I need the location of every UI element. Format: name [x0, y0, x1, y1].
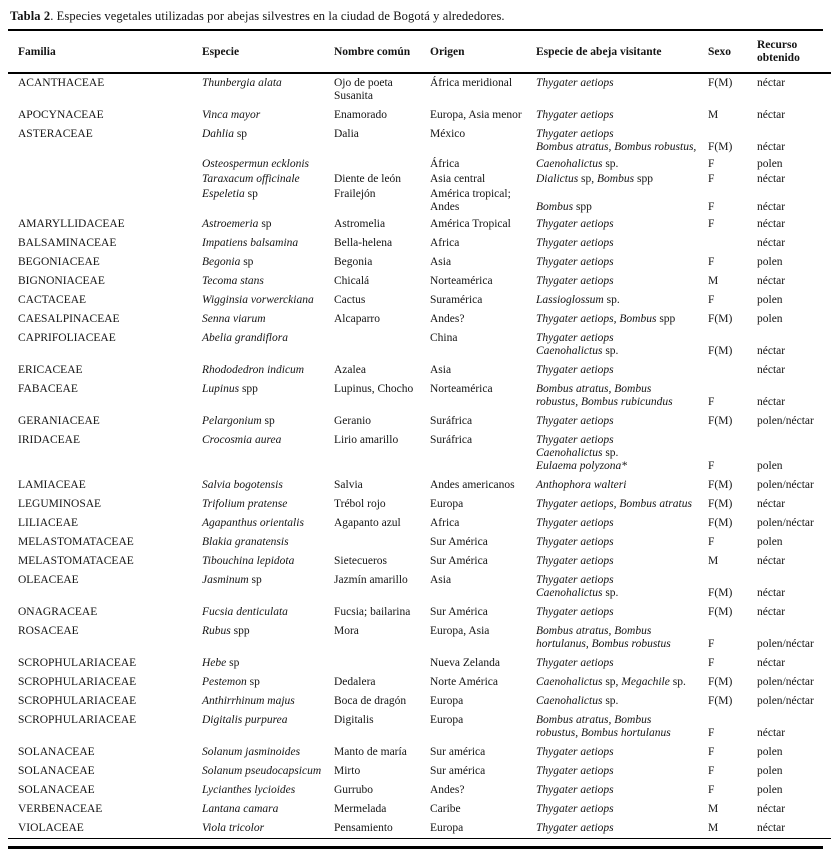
cell-recurso: néctar: [757, 173, 786, 185]
cell-recurso: polen: [757, 746, 783, 758]
cell-nombre: Cactus: [334, 294, 366, 306]
cell-especie: Trifolium pratense: [202, 498, 288, 510]
cell-recurso: néctar: [757, 657, 786, 669]
cell-recurso: polen/néctar: [757, 415, 814, 427]
table-row: [8, 495, 831, 514]
cell-familia: SCROPHULARIACEAE: [18, 695, 137, 707]
cell-nombre: Boca de dragón: [334, 695, 407, 707]
cell-recurso: néctar: [757, 345, 786, 357]
cell-abeja: Bombus atratus, Bombus robustus, Bombus rubicundus: [536, 383, 673, 408]
cell-nombre: [334, 533, 430, 552]
table-row: [8, 800, 831, 819]
cell-recurso: néctar: [757, 237, 786, 249]
cell-especie: Osteospermun ecklonis: [202, 158, 310, 170]
cell-familia: SOLANACEAE: [18, 784, 95, 796]
cell-sexo: F: [708, 158, 715, 170]
cell-origen: Europa: [430, 695, 464, 707]
cell-sexo: F(M): [708, 517, 733, 529]
cell-recurso: polen: [757, 313, 783, 325]
table-row: [8, 431, 831, 476]
cell-familia: OLEACEAE: [18, 574, 79, 586]
cell-familia: MELASTOMATACEAE: [18, 555, 134, 567]
cell-origen: América Tropical: [430, 218, 511, 230]
cell-familia: LAMIACEAE: [18, 479, 86, 491]
table-row: [8, 187, 831, 215]
cell-especie: Tecoma stans: [202, 275, 264, 287]
cell-origen: Andes?: [430, 784, 465, 796]
cell-nombre: [334, 654, 430, 673]
column-header-especie: Especie: [202, 45, 240, 58]
cell-sexo: F(M): [708, 498, 733, 510]
cell-abeja: Thygater aetiops Caenohalictus sp.: [536, 574, 619, 599]
cell-especie: Wigginsia vorwerckiana: [202, 294, 314, 306]
cell-sexo: F(M): [708, 695, 733, 707]
table-row: [8, 234, 831, 253]
cell-especie: Digitalis purpurea: [202, 714, 288, 726]
column-header-nombre: Nombre común: [334, 45, 411, 58]
cell-abeja: Bombus spp: [536, 201, 592, 213]
cell-origen: Norteamérica: [430, 383, 493, 395]
cell-sexo: F: [708, 657, 715, 669]
cell-origen: Europa: [430, 822, 464, 834]
cell-origen: Asia: [430, 364, 452, 376]
table-row: [8, 781, 831, 800]
cell-abeja: Thygater aetiops: [536, 77, 614, 89]
cell-recurso: polen: [757, 256, 783, 268]
cell-origen: Nueva Zelanda: [430, 657, 500, 669]
cell-nombre: Fucsia; bailarina: [334, 606, 411, 618]
cell-abeja: Thygater aetiops Caenohalictus sp. Eulaema polyzona*: [536, 434, 628, 472]
cell-abeja: Caenohalictus sp.: [536, 158, 619, 170]
cell-nombre: Mermelada: [334, 803, 387, 815]
cell-recurso: polen/néctar: [757, 695, 814, 707]
cell-nombre: Geranio: [334, 415, 372, 427]
cell-origen: Asia central: [430, 173, 486, 185]
table-row: [8, 514, 831, 533]
cell-especie: Crocosmia aurea: [202, 434, 282, 446]
cell-abeja: Thygater aetiops: [536, 237, 614, 249]
cell-recurso: polen: [757, 158, 783, 170]
table-row: [8, 533, 831, 552]
cell-origen: Suráfrica: [430, 415, 473, 427]
cell-origen: Norteamérica: [430, 275, 493, 287]
cell-sexo: F: [708, 784, 715, 796]
table-row: [8, 412, 831, 431]
cell-origen: Andes americanos: [430, 479, 515, 491]
cell-recurso: néctar: [757, 218, 786, 230]
table-row: [8, 762, 831, 781]
table-header: [8, 31, 831, 73]
cell-abeja: Thygater aetiops: [536, 109, 614, 121]
cell-abeja: Thygater aetiops: [536, 746, 614, 758]
cell-familia: AMARYLLIDACEAE: [18, 218, 125, 230]
table-row: [8, 743, 831, 762]
cell-sexo: F: [708, 256, 715, 268]
cell-abeja: Caenohalictus sp, Megachile sp.: [536, 676, 686, 688]
cell-familia: SCROPHULARIACEAE: [18, 714, 137, 726]
table-row: [8, 361, 831, 380]
table-row: [8, 654, 831, 673]
table-row: [8, 819, 831, 839]
cell-abeja: Thygater aetiops: [536, 218, 614, 230]
cell-familia: BEGONIACEAE: [18, 256, 100, 268]
cell-familia: CAESALPINACEAE: [18, 313, 120, 325]
cell-sexo: F: [708, 396, 715, 408]
cell-origen: Europa: [430, 714, 464, 726]
cell-abeja: Thygater aetiops Bombus atratus, Bombus robustus,: [536, 128, 697, 153]
cell-especie: Astroemeria sp: [202, 218, 272, 230]
cell-origen: Sur américa: [430, 746, 486, 758]
cell-sexo: F: [708, 536, 715, 548]
cell-sexo: F(M): [708, 141, 733, 153]
table-title: [8, 5, 823, 29]
table-row: [8, 571, 831, 603]
cell-sexo: M: [708, 109, 719, 121]
cell-especie: Begonia sp: [202, 256, 254, 268]
cell-especie: Lantana camara: [202, 803, 279, 815]
cell-origen: Sur América: [430, 555, 488, 567]
cell-recurso: néctar: [757, 275, 786, 287]
cell-sexo: F(M): [708, 77, 733, 89]
table-row: [8, 310, 831, 329]
cell-familia: [8, 187, 202, 215]
cell-familia: LEGUMINOSAE: [18, 498, 102, 510]
column-header-origen: Origen: [430, 45, 465, 58]
cell-recurso: polen: [757, 765, 783, 777]
cell-nombre: [334, 157, 430, 172]
cell-nombre: Pensamiento: [334, 822, 393, 834]
cell-nombre: Dalia: [334, 128, 359, 140]
cell-sexo: F(M): [708, 415, 733, 427]
table-row: [8, 552, 831, 571]
column-header-familia: Familia: [18, 45, 56, 58]
cell-nombre: Bella-helena: [334, 237, 393, 249]
cell-especie: Solanum jasminoides: [202, 746, 301, 758]
cell-abeja: Thygater aetiops, Bombus atratus: [536, 498, 692, 510]
cell-nombre: Alcaparro: [334, 313, 380, 325]
cell-sexo: F(M): [708, 606, 733, 618]
cell-nombre: Trébol rojo: [334, 498, 386, 510]
cell-sexo: F: [708, 201, 715, 213]
cell-familia: ASTERACEAE: [18, 128, 93, 140]
cell-abeja: Dialictus sp, Bombus spp: [536, 173, 653, 185]
cell-especie: Abelia grandiflora: [202, 332, 288, 344]
cell-recurso: néctar: [757, 364, 786, 376]
cell-nombre: Azalea: [334, 364, 366, 376]
cell-sexo: M: [708, 555, 719, 567]
cell-nombre: [334, 329, 430, 361]
cell-origen: Asia: [430, 256, 452, 268]
cell-familia: MELASTOMATACEAE: [18, 536, 134, 548]
cell-nombre: Begonia: [334, 256, 373, 268]
table-row: [8, 476, 831, 495]
cell-familia: BALSAMINACEAE: [18, 237, 117, 249]
cell-especie: Senna viarum: [202, 313, 266, 325]
cell-recurso: polen: [757, 784, 783, 796]
table-row: [8, 73, 831, 106]
cell-nombre: Diente de león: [334, 173, 402, 185]
cell-nombre: Salvia: [334, 479, 363, 491]
cell-especie: Jasminum sp: [202, 574, 262, 586]
cell-sexo: F: [708, 218, 715, 230]
cell-sexo: F(M): [708, 676, 733, 688]
cell-abeja: Anthophora walteri: [536, 479, 627, 491]
cell-familia: VERBENACEAE: [18, 803, 103, 815]
cell-sexo: F: [708, 294, 715, 306]
cell-origen: Caribe: [430, 803, 461, 815]
cell-abeja: Thygater aetiops: [536, 822, 614, 834]
cell-familia: BIGNONIACEAE: [18, 275, 105, 287]
cell-recurso: polen/néctar: [757, 479, 814, 491]
cell-origen: Sur América: [430, 536, 488, 548]
cell-especie: Blakia granatensis: [202, 536, 289, 548]
cell-abeja: Lassioglossum sp.: [536, 294, 620, 306]
table-row: [8, 329, 831, 361]
table-row: [8, 157, 831, 172]
cell-origen: Andes?: [430, 313, 465, 325]
cell-abeja: Thygater aetiops: [536, 517, 614, 529]
cell-abeja: Thygater aetiops: [536, 784, 614, 796]
cell-recurso: polen: [757, 294, 783, 306]
cell-abeja: Caenohalictus sp.: [536, 695, 619, 707]
cell-familia: SCROPHULARIACEAE: [18, 676, 137, 688]
cell-sexo: [708, 361, 757, 380]
cell-especie: Impatiens balsamina: [202, 237, 299, 249]
cell-nombre: Lupinus, Chocho: [334, 383, 414, 395]
cell-recurso: néctar: [757, 727, 786, 739]
cell-recurso: néctar: [757, 822, 786, 834]
cell-origen: Sur América: [430, 606, 488, 618]
cell-especie: Lycianthes lycioides: [202, 784, 296, 796]
cell-especie: Pelargonium sp: [202, 415, 275, 427]
cell-origen: América tropical; Andes: [430, 188, 511, 213]
cell-recurso: néctar: [757, 587, 786, 599]
cell-recurso: néctar: [757, 109, 786, 121]
cell-nombre: Mirto: [334, 765, 361, 777]
cell-familia: SCROPHULARIACEAE: [18, 657, 137, 669]
cell-familia: FABACEAE: [18, 383, 78, 395]
cell-sexo: F: [708, 765, 715, 777]
cell-especie: Solanum pseudocapsicum: [202, 765, 322, 777]
cell-origen: África meridional: [430, 77, 513, 89]
cell-especie: Salvia bogotensis: [202, 479, 283, 491]
cell-abeja: Thygater aetiops, Bombus spp: [536, 313, 676, 325]
cell-abeja: Thygater aetiops: [536, 415, 614, 427]
table-row: [8, 673, 831, 692]
cell-especie: Pestemon sp: [202, 676, 260, 688]
cell-origen: Africa: [430, 517, 460, 529]
cell-especie: Viola tricolor: [202, 822, 265, 834]
cell-especie: Tibouchina lepidota: [202, 555, 295, 567]
table-row: [8, 106, 831, 125]
cell-abeja: Thygater aetiops: [536, 606, 614, 618]
cell-recurso: néctar: [757, 555, 786, 567]
table-row: [8, 380, 831, 412]
cell-familia: IRIDACEAE: [18, 434, 80, 446]
cell-familia: SOLANACEAE: [18, 765, 95, 777]
cell-nombre: Ojo de poeta Susanita: [334, 77, 393, 102]
cell-especie: Thunbergia alata: [202, 77, 282, 89]
cell-familia: [8, 157, 202, 172]
table-title-label: Tabla 2: [10, 9, 51, 23]
cell-abeja: Bombus atratus, Bombus hortulanus, Bombus robustus: [536, 625, 671, 650]
cell-sexo: F: [708, 746, 715, 758]
cell-origen: Norte América: [430, 676, 499, 688]
cell-familia: ERICACEAE: [18, 364, 83, 376]
column-header-abeja: Especie de abeja visitante: [536, 45, 662, 58]
cell-nombre: Astromelia: [334, 218, 386, 230]
cell-especie: Agapanthus orientalis: [202, 517, 304, 529]
cell-especie: Anthirrhinum majus: [202, 695, 295, 707]
cell-especie: Rhododedron indicum: [202, 364, 305, 376]
cell-especie: Vinca mayor: [202, 109, 261, 121]
header-row: [8, 31, 831, 73]
cell-nombre: Dedalera: [334, 676, 376, 688]
cell-especie: Rubus spp: [202, 625, 250, 637]
cell-abeja: Thygater aetiops: [536, 803, 614, 815]
cell-familia: ONAGRACEAE: [18, 606, 98, 618]
cell-familia: [8, 172, 202, 187]
cell-familia: LILIACEAE: [18, 517, 79, 529]
cell-origen: Suramérica: [430, 294, 483, 306]
cell-abeja: Thygater aetiops: [536, 657, 614, 669]
table-row: [8, 622, 831, 654]
cell-recurso: néctar: [757, 498, 786, 510]
species-table: [8, 31, 831, 839]
cell-abeja: Thygater aetiops: [536, 275, 614, 287]
cell-sexo: F(M): [708, 479, 733, 491]
cell-especie: Dahlia sp: [202, 128, 248, 140]
cell-abeja: Thygater aetiops: [536, 765, 614, 777]
table-row: [8, 711, 831, 743]
table-row: [8, 291, 831, 310]
cell-nombre: Gurrubo: [334, 784, 373, 796]
cell-origen: Sur américa: [430, 765, 486, 777]
cell-sexo: M: [708, 275, 719, 287]
cell-origen: Europa, Asia: [430, 625, 490, 637]
cell-origen: Europa: [430, 498, 464, 510]
cell-nombre: Sietecueros: [334, 555, 388, 567]
cell-abeja: Thygater aetiops: [536, 364, 614, 376]
cell-origen: Asia: [430, 574, 452, 586]
cell-origen: Suráfrica: [430, 434, 473, 446]
cell-especie: Fucsia denticulata: [202, 606, 288, 618]
cell-recurso: polen: [757, 536, 783, 548]
cell-recurso: polen/néctar: [757, 638, 814, 650]
cell-familia: VIOLACEAE: [18, 822, 84, 834]
table-row: [8, 272, 831, 291]
cell-recurso: polen/néctar: [757, 676, 814, 688]
cell-recurso: néctar: [757, 803, 786, 815]
table-body: [8, 73, 831, 839]
cell-familia: CAPRIFOLIACEAE: [18, 332, 116, 344]
cell-nombre: Chicalá: [334, 275, 370, 287]
table-row: [8, 125, 831, 157]
cell-sexo: F: [708, 727, 715, 739]
cell-sexo: F(M): [708, 345, 733, 357]
cell-origen: África: [430, 158, 460, 170]
cell-recurso: polen: [757, 460, 783, 472]
cell-sexo: [708, 234, 757, 253]
cell-origen: Europa, Asia menor: [430, 109, 522, 121]
cell-nombre: Frailejón: [334, 188, 376, 200]
cell-nombre: Manto de maría: [334, 746, 407, 758]
cell-especie: Espeletia sp: [202, 188, 258, 200]
cell-sexo: F(M): [708, 587, 733, 599]
cell-sexo: M: [708, 803, 719, 815]
cell-recurso: néctar: [757, 396, 786, 408]
cell-nombre: Mora: [334, 625, 359, 637]
table-row: [8, 253, 831, 272]
cell-familia: APOCYNACEAE: [18, 109, 104, 121]
cell-familia: GERANIACEAE: [18, 415, 100, 427]
cell-abeja: Thygater aetiops: [536, 536, 614, 548]
cell-familia: SOLANACEAE: [18, 746, 95, 758]
table-row: [8, 692, 831, 711]
cell-recurso: polen/néctar: [757, 517, 814, 529]
table-row: [8, 603, 831, 622]
cell-recurso: néctar: [757, 77, 786, 89]
cell-nombre: Agapanto azul: [334, 517, 401, 529]
cell-nombre: Enamorado: [334, 109, 388, 121]
table-title-text: . Especies vegetales utilizadas por abejas silvestres en la ciudad de Bogotá y alrededores.: [50, 9, 505, 23]
cell-familia: ACANTHACEAE: [18, 77, 105, 89]
cell-recurso: néctar: [757, 606, 786, 618]
cell-sexo: F: [708, 638, 715, 650]
cell-abeja: Thygater aetiops: [536, 256, 614, 268]
cell-recurso: néctar: [757, 141, 786, 153]
cell-sexo: M: [708, 822, 719, 834]
cell-abeja: Thygater aetiops Caenohalictus sp.: [536, 332, 619, 357]
column-header-recurso: Recurso obtenido: [757, 39, 800, 64]
cell-sexo: F: [708, 460, 715, 472]
cell-nombre: Digitalis: [334, 714, 374, 726]
cell-nombre: Jazmín amarillo: [334, 574, 408, 586]
cell-origen: China: [430, 332, 458, 344]
cell-especie: Lupinus spp: [202, 383, 258, 395]
cell-abeja: Thygater aetiops: [536, 555, 614, 567]
cell-origen: Africa: [430, 237, 460, 249]
cell-familia: ROSACEAE: [18, 625, 79, 637]
table-row: [8, 215, 831, 234]
column-header-sexo: Sexo: [708, 45, 731, 58]
cell-sexo: F: [708, 173, 715, 185]
cell-abeja: Bombus atratus, Bombus robustus, Bombus hortulanus: [536, 714, 671, 739]
cell-especie: Hebe sp: [202, 657, 240, 669]
cell-recurso: néctar: [757, 201, 786, 213]
cell-nombre: Lirio amarillo: [334, 434, 399, 446]
cell-familia: CACTACEAE: [18, 294, 87, 306]
table-row: [8, 172, 831, 187]
cell-origen: México: [430, 128, 466, 140]
cell-sexo: F(M): [708, 313, 733, 325]
cell-especie: Taraxacum officinale: [202, 173, 300, 185]
